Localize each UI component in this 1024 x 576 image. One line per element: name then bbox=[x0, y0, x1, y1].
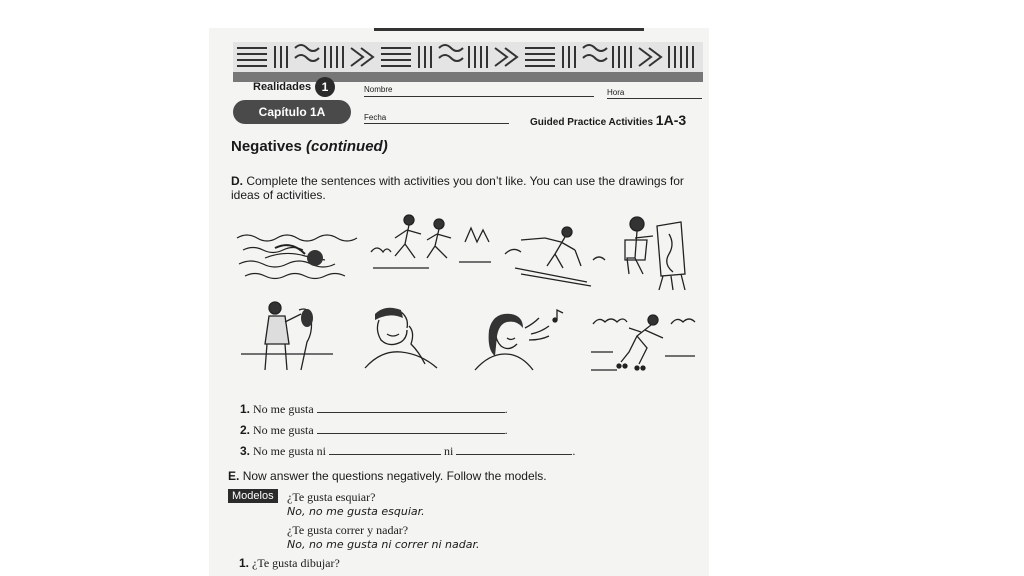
item-end: . bbox=[572, 444, 576, 458]
part-e-text: Now answer the questions negatively. Follow the models. bbox=[242, 469, 547, 483]
model-question-2: ¿Te gusta correr y nadar? bbox=[287, 523, 409, 537]
running-drawing-icon bbox=[369, 212, 493, 274]
item-mid: ni bbox=[444, 444, 454, 458]
item-end: . bbox=[504, 402, 508, 416]
part-d-item-2 bbox=[240, 422, 508, 438]
title-main: Negatives bbox=[231, 138, 302, 155]
swimming-drawing-icon bbox=[235, 224, 359, 286]
talking-on-phone-drawing-icon bbox=[361, 306, 441, 372]
dancing-drawing-icon bbox=[239, 300, 335, 374]
worksheet-page bbox=[209, 28, 709, 576]
model-question-1: ¿Te gusta esquiar? bbox=[287, 490, 376, 504]
nombre-field[interactable] bbox=[364, 96, 594, 97]
item-number: 3. bbox=[240, 444, 251, 458]
hora-label: Hora bbox=[607, 88, 625, 97]
item-text: No me gusta bbox=[253, 402, 314, 416]
answer-blank[interactable] bbox=[317, 401, 505, 413]
modelos-label: Modelos bbox=[228, 489, 278, 503]
banner-pattern-icon bbox=[233, 42, 703, 72]
page-title bbox=[231, 138, 388, 155]
item-end: . bbox=[504, 423, 508, 437]
top-edge-line bbox=[374, 28, 644, 31]
decorative-banner bbox=[233, 42, 703, 72]
activity-code: 1A-3 bbox=[655, 112, 687, 128]
model-answer-2: No, no me gusta ni correr ni nadar. bbox=[287, 538, 480, 551]
part-d-text: Complete the sentences with activities you don’t like. You can use the drawings for ideas of activities. bbox=[231, 174, 684, 202]
skiing-drawing-icon bbox=[501, 220, 611, 290]
item-question: ¿Te gusta dibujar? bbox=[252, 556, 340, 570]
nombre-label: Nombre bbox=[364, 85, 393, 94]
answer-blank[interactable] bbox=[456, 443, 572, 455]
painting-drawing-icon bbox=[619, 214, 691, 292]
answer-blank[interactable] bbox=[329, 443, 441, 455]
part-d-letter: D. bbox=[231, 174, 243, 188]
answer-blank[interactable] bbox=[317, 422, 505, 434]
part-e-item-1 bbox=[239, 556, 340, 571]
title-sub: (continued) bbox=[306, 138, 388, 155]
part-e-instructions bbox=[228, 469, 547, 483]
model-answer-1: No, no me gusta esquiar. bbox=[287, 505, 425, 518]
part-d-instructions bbox=[231, 174, 701, 202]
level-badge: 1 bbox=[315, 77, 335, 97]
item-number: 1. bbox=[240, 402, 251, 416]
part-d-item-3 bbox=[240, 443, 575, 459]
item-number: 2. bbox=[240, 423, 251, 437]
series-title: Realidades bbox=[253, 81, 312, 93]
skating-drawing-icon bbox=[589, 312, 699, 374]
guided-label: Guided Practice Activities bbox=[530, 117, 654, 128]
item-text: No me gusta ni bbox=[253, 444, 327, 458]
fecha-label: Fecha bbox=[364, 113, 387, 122]
singing-drawing-icon bbox=[467, 308, 567, 374]
item-number: 1. bbox=[239, 556, 250, 570]
chapter-pill: Capítulo 1A bbox=[233, 100, 351, 124]
fecha-field[interactable] bbox=[364, 123, 509, 124]
hora-field[interactable] bbox=[607, 98, 702, 99]
item-text: No me gusta bbox=[253, 423, 314, 437]
part-d-item-1 bbox=[240, 401, 508, 417]
part-e-letter: E. bbox=[228, 469, 240, 483]
activity-heading bbox=[530, 112, 686, 128]
